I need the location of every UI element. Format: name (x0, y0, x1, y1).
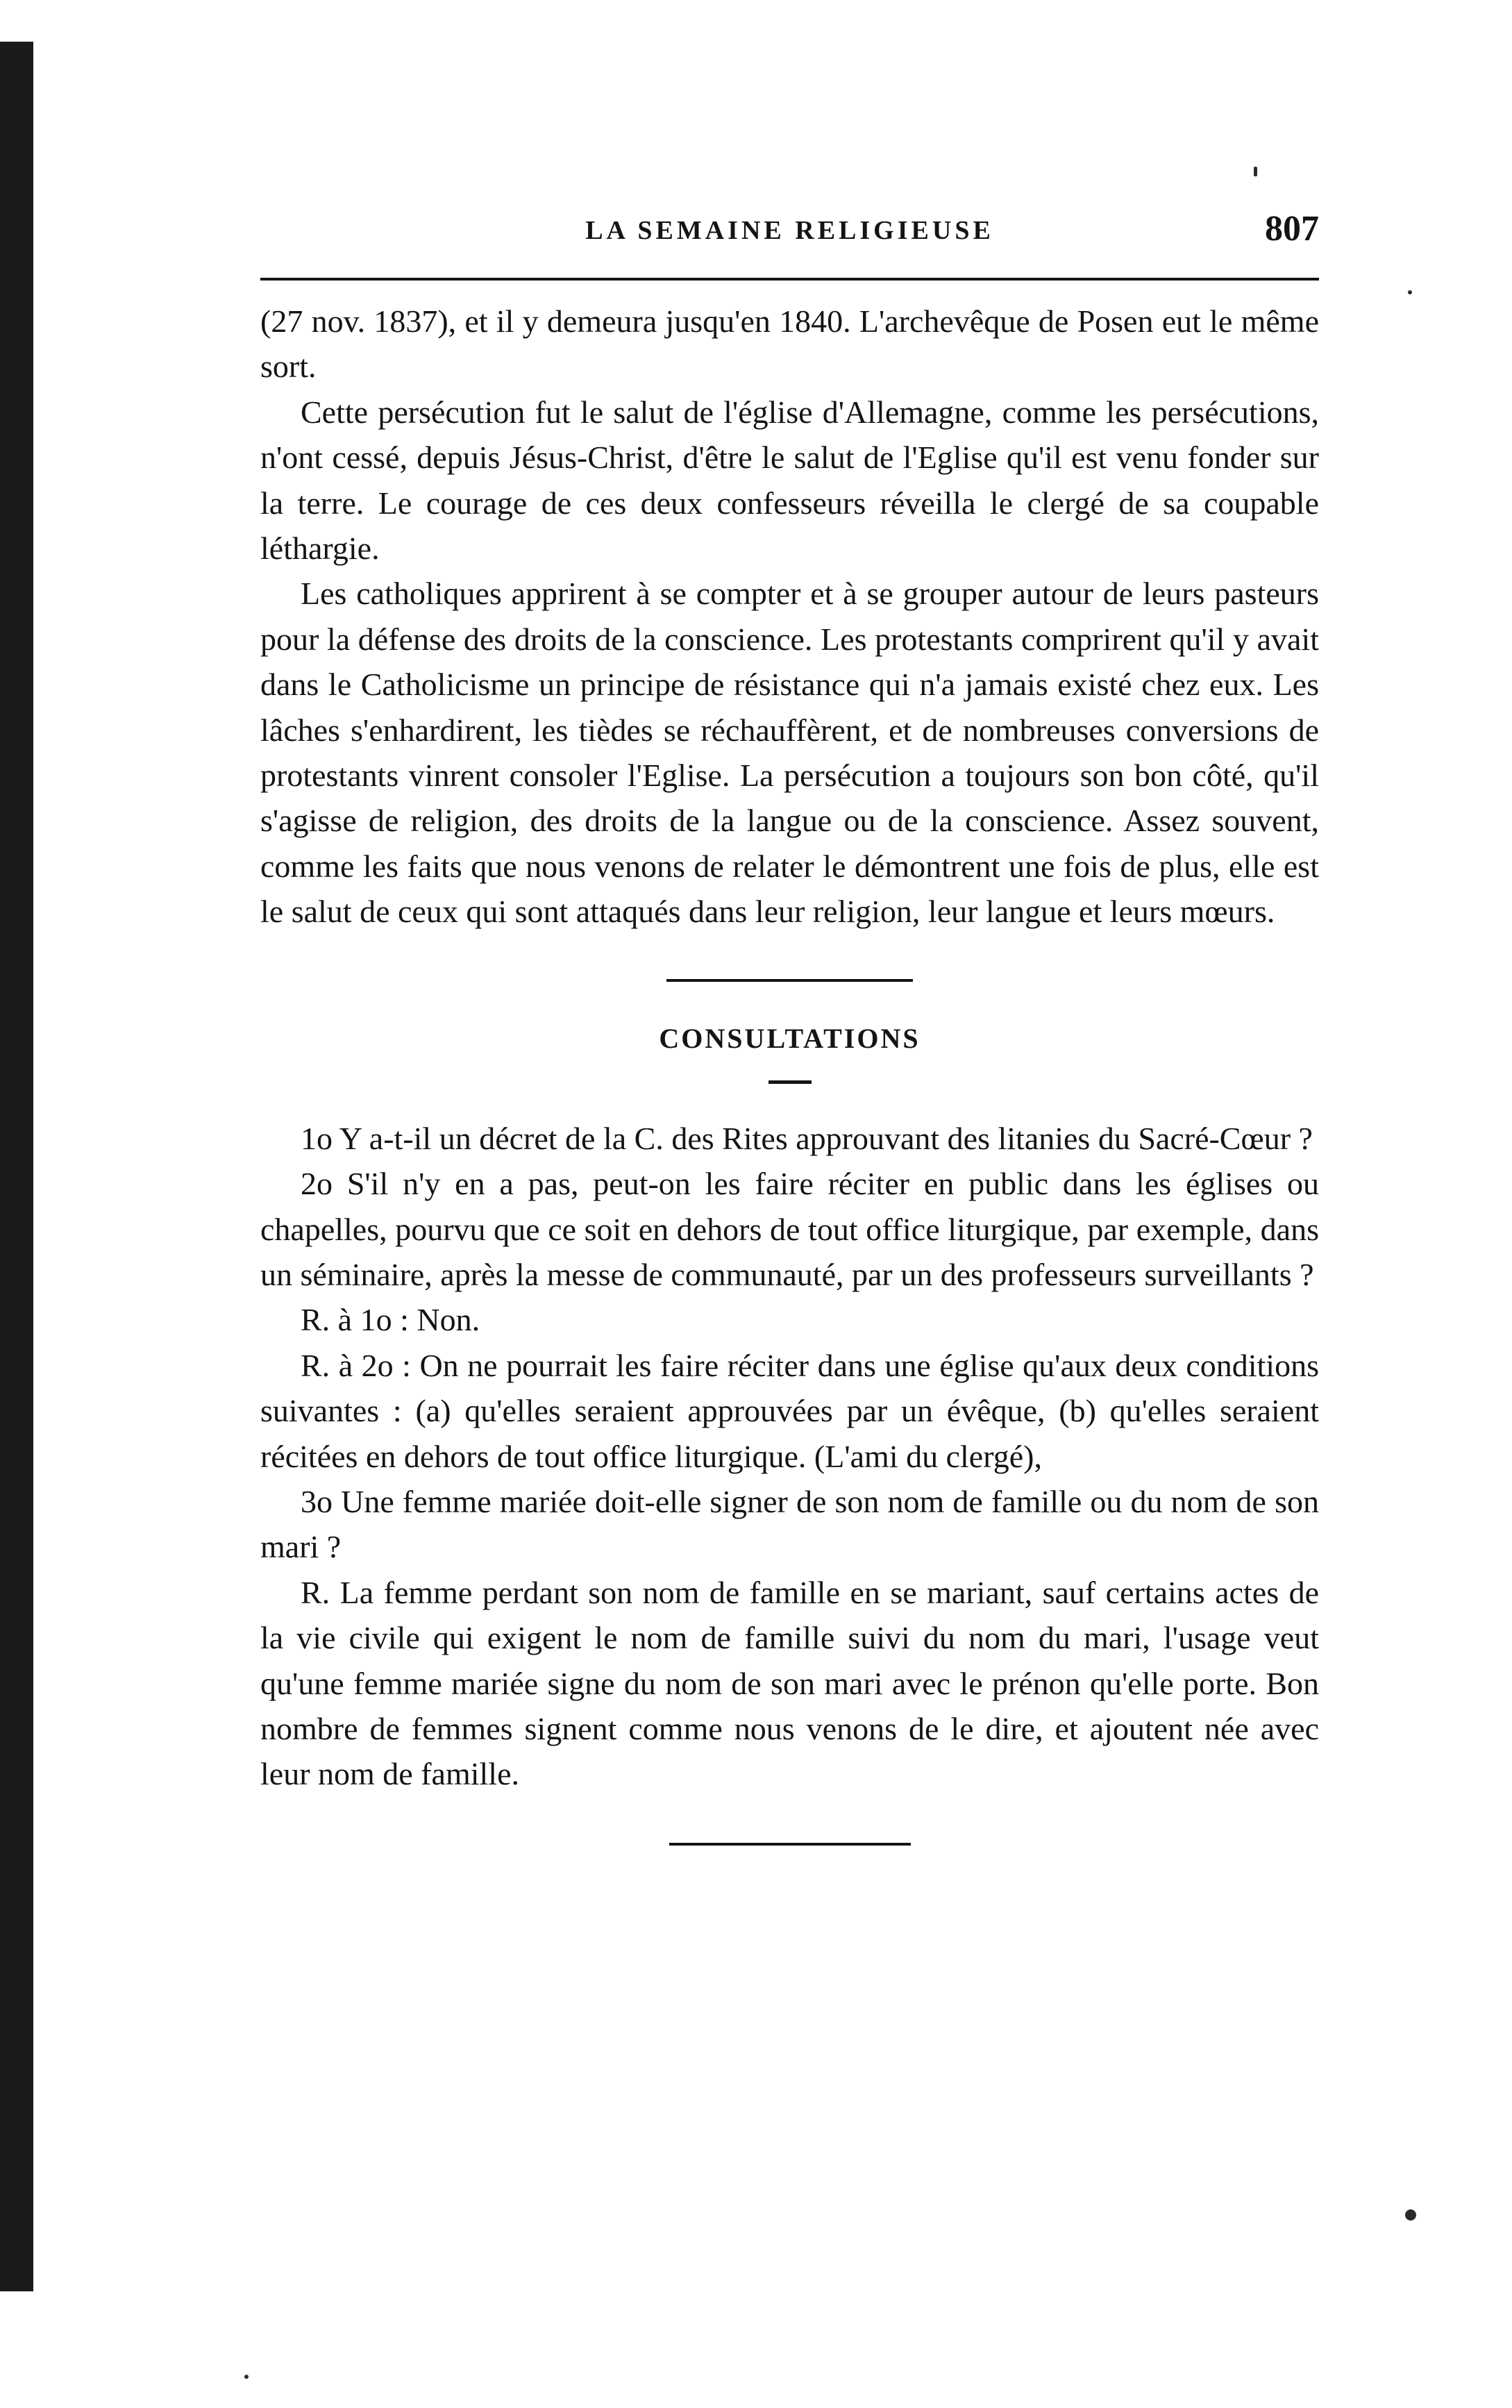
section-title: CONSULTATIONS (659, 1022, 921, 1054)
running-head (260, 208, 1319, 261)
print-speck (244, 2375, 249, 2379)
answer-paragraph: R. à 2o : On ne pourrait les faire réciter dans une église qu'aux deux conditions suivantes : (a) qu'elles seraient approuvées par un évêque, (b) qu'elles seraient récitées en dehors de tout office liturgique. (L'ami du clergé), (260, 1347, 1319, 1474)
question-paragraph: 1o Y a-t-il un décret de la C. des Rites approuvant des litanies du Sacré-Cœur ? (301, 1120, 1313, 1156)
title-dash (768, 1080, 812, 1084)
body-paragraph: Les catholiques apprirent à se compter et à se grouper autour de leurs pasteurs pour la défense des droits de la conscience. Les protestants comprirent qu'il y avait dans le Catholicisme un principe de résistance qui n'a jamais existé chez eux. Les lâches s'enhardirent, les tièdes se réchauffèrent, et de nombreuses conversions de protestants vinrent consoler l'Eglise. La persécution a toujours son bon côté, qu'il s'agisse de religion, des droits de la langue ou de la conscience. Assez souvent, comme les faits que nous venons de relater le démontrent une fois de plus, elle est le salut de ceux qui sont attaqués dans leur religion, leur langue et leurs mœurs. (260, 576, 1319, 930)
end-rule (669, 1843, 911, 1846)
print-speck (1405, 2209, 1416, 2221)
binding-edge (0, 42, 33, 2291)
page-number: 807 (1265, 209, 1319, 249)
continuation-paragraph: (27 nov. 1837), et il y demeura jusqu'en 1840. L'archevêque de Posen eut le même sort. (260, 303, 1319, 385)
print-speck (1254, 167, 1257, 176)
question-paragraph: 3o Une femme mariée doit-elle signer de son nom de famille ou du nom de son mari ? (260, 1483, 1319, 1565)
header-rule (260, 278, 1319, 281)
print-speck (1408, 290, 1412, 294)
running-title: LA SEMAINE RELIGIEUSE (585, 216, 994, 245)
section-separator (666, 979, 913, 982)
body-paragraph: Cette persécution fut le salut de l'église d'Allemagne, comme les persécutions, n'ont cessé, depuis Jésus-Christ, d'être le salut de l'Eglise qu'il est venu fonder sur la terre. Le courage de ces deux confesseurs réveilla le clergé de sa coupable léthargie. (260, 394, 1319, 567)
answer-paragraph: R. à 1o : Non. (301, 1302, 480, 1338)
question-paragraph: 2o S'il n'y en a pas, peut-on les faire réciter en public dans les églises ou chapelles, pourvu que ce soit en dehors de tout office liturgique, par exemple, dans un séminaire, après la messe de communauté, par un des professeurs surveillants ? (260, 1166, 1319, 1292)
page (260, 208, 1319, 1846)
answer-paragraph: R. La femme perdant son nom de famille en se mariant, sauf certains actes de la vie civile qui exigent le nom de famille suivi du nom du mari, l'usage veut qu'une femme mariée signe du nom de son mari avec le prénon qu'elle porte. Bon nombre de femmes signent comme nous venons de le dire, et ajoutent née avec leur nom de famille. (260, 1574, 1319, 1792)
